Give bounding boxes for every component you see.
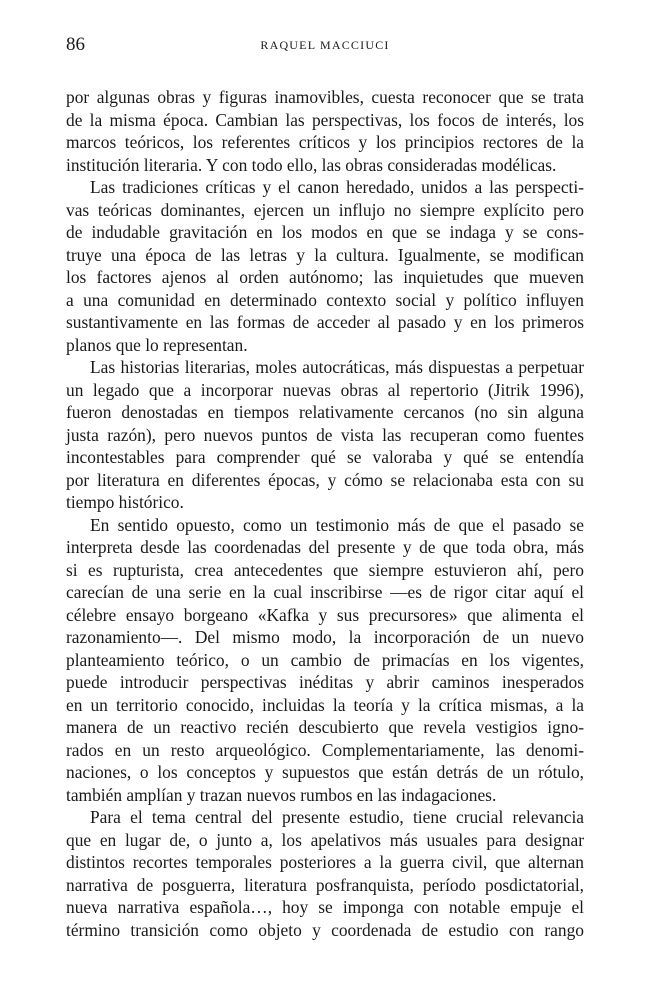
text-line: tiempo histórico. [66,492,184,512]
text-line: rados en un resto arqueológico. Complementariamente, las denomi- [66,739,584,760]
text-line: de indudable gravitación en los modos en que se indaga y se cons- [66,222,584,242]
text-line: que en lugar de, o junto a, los apelativos más usuales para designar [66,829,584,850]
text-line: sustantivamente en las formas de acceder al pasado y en los primeros [66,312,584,332]
text-line: puede introducir perspectivas inéditas y abrir caminos inesperados [66,672,584,692]
text-line: razonamiento—. Del mismo modo, la incorporación de un nuevo [66,627,584,647]
running-title: RAQUEL MACCIUCI [260,38,390,52]
body-text [66,86,584,941]
text-line: narrativa de posguerra, literatura posfranquista, período posdictatorial, [66,874,584,895]
text-line: En sentido opuesto, como un testimonio más de que el pasado se [90,514,584,535]
text-line: Las historias literarias, moles autocráticas, más dispuestas a perpetuar [90,357,584,377]
paragraph [66,514,584,807]
text-line: por algunas obras y figuras inamovibles, cuesta reconocer que se trata [66,87,584,107]
text-line: fueron denostadas en tiempos relativamente cercanos (no sin alguna [66,402,584,422]
paragraph [66,86,584,176]
text-line: un legado que a incorporar nuevas obras al repertorio (Jitrik 1996), [66,379,584,400]
paragraph [66,356,584,514]
text-line: incontestables para comprender qué se valoraba y qué se entendía [66,447,584,467]
text-line: por literatura en diferentes épocas, y cómo se relacionaba esta con su [66,469,584,490]
text-line: también amplían y trazan nuevos rumbos en las indagaciones. [66,784,497,805]
text-line: naciones, o los conceptos y supuestos que están detrás de un rótulo, [66,762,584,782]
text-line: manera de un reactivo recién descubierto que revela vestigios igno- [66,717,584,737]
text-line: si es rupturista, crea antecedentes que siempre estuvieron ahí, pero [66,559,584,580]
text-line: célebre ensayo borgeano «Kafka y sus precursores» que alimenta el [66,604,584,625]
text-line: vas teóricas dominantes, ejercen un influjo no siempre explícito pero [66,199,584,220]
page-number: 86 [66,34,85,55]
text-line: planteamiento teórico, o un cambio de primacías en los vigentes, [66,649,584,670]
text-line: a una comunidad en determinado contexto social y político influyen [66,289,584,310]
text-line: nueva narrativa española…, hoy se imponga con notable empuje el [66,897,584,917]
text-line: marcos teóricos, los referentes críticos y los principios rectores de la [66,132,584,152]
text-line: los factores ajenos al orden autónomo; las inquietudes que mueven [66,267,584,287]
text-line: justa razón), pero nuevos puntos de vista las recuperan como fuentes [66,424,584,445]
text-line: carecían de una serie en la cual inscribirse —es de rigor citar aquí el [66,582,584,602]
text-line: en un territorio conocido, incluidas la teoría y la crítica mismas, a la [66,694,584,715]
text-line: institución literaria. Y con todo ello, las obras consideradas modélicas. [66,154,557,175]
text-line: Para el tema central del presente estudio, tiene crucial relevancia [90,807,584,827]
text-line: de la misma época. Cambian las perspectivas, los focos de interés, los [66,109,584,130]
text-line: interpreta desde las coordenadas del presente y de que toda obra, más [66,537,584,557]
text-line: término transición como objeto y coordenada de estudio con rango [66,919,584,940]
paragraph [66,806,584,941]
text-line: planos que lo representan. [66,334,248,355]
paragraph [66,176,584,356]
running-head [66,34,584,58]
text-line: truye una época de las letras y la cultura. Igualmente, se modifican [66,244,584,265]
text-line: Las tradiciones críticas y el canon heredado, unidos a las perspecti- [90,177,584,197]
text-line: distintos recortes temporales posteriores a la guerra civil, que alternan [66,852,584,872]
